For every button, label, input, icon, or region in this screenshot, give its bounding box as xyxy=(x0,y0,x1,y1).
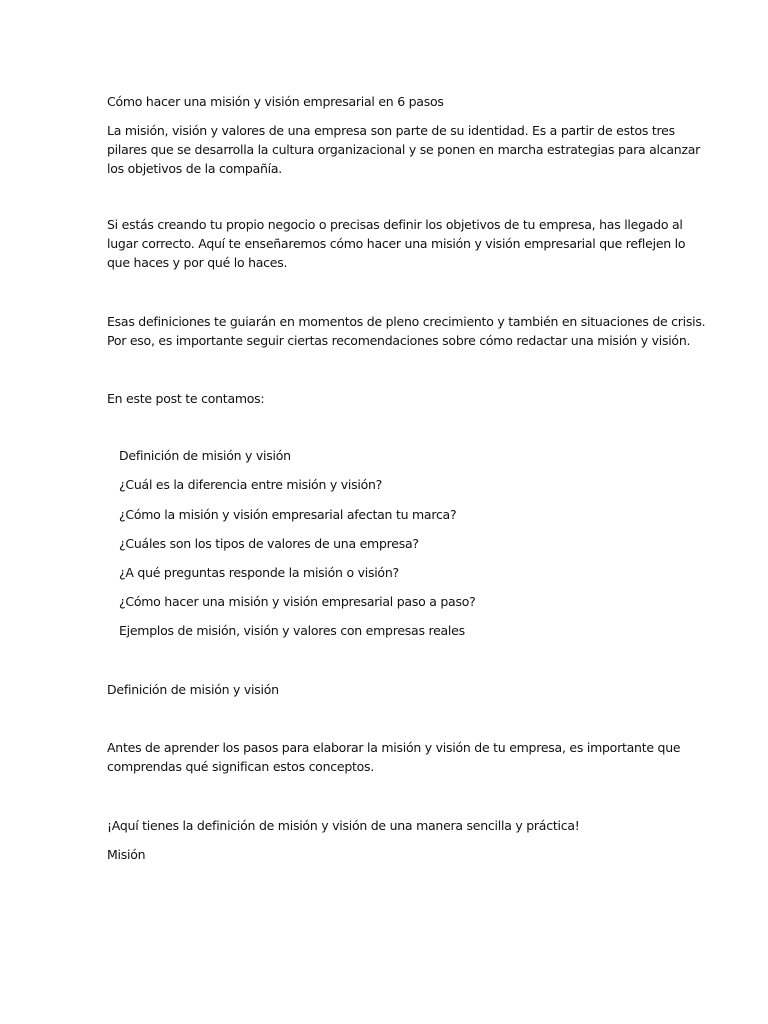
paragraph4-line-2: comprendas qué significan estos conceptos. xyxy=(107,759,375,774)
paragraph3-line-2: Por eso, es importante seguir ciertas recomendaciones sobre cómo redactar una misión y visión. xyxy=(107,333,691,348)
toc-item: Ejemplos de misión, visión y valores con empresas reales xyxy=(119,623,465,638)
paragraph2-line-3: que haces y por qué lo haces. xyxy=(107,255,288,270)
paragraph2-line-1: Si estás creando tu propio negocio o precisas definir los objetivos de tu empresa, has llegado al xyxy=(107,217,683,232)
intro-line-2: pilares que se desarrolla la cultura organizacional y se ponen en marcha estrategias para alcanzar xyxy=(107,142,701,157)
paragraph2-line-2: lugar correcto. Aquí te enseñaremos cómo hacer una misión y visión empresarial que reflejen lo xyxy=(107,236,686,251)
toc-item: ¿A qué preguntas responde la misión o visión? xyxy=(119,565,399,580)
section-heading: Definición de misión y visión xyxy=(107,682,279,697)
paragraph3-line-1: Esas definiciones te guiarán en momentos de pleno crecimiento y también en situaciones de crisis. xyxy=(107,314,706,329)
intro-line-1: La misión, visión y valores de una empresa son parte de su identidad. Es a partir de estos tres xyxy=(107,123,675,138)
paragraph4-line-1: Antes de aprender los pasos para elaborar la misión y visión de tu empresa, es importante que xyxy=(107,740,681,755)
toc-item: ¿Cuál es la diferencia entre misión y visión? xyxy=(119,477,383,492)
toc-item: Definición de misión y visión xyxy=(119,448,291,463)
paragraph5: ¡Aquí tienes la definición de misión y visión de una manera sencilla y práctica! xyxy=(107,818,580,833)
toc-item: ¿Cómo hacer una misión y visión empresarial paso a paso? xyxy=(119,594,476,609)
subheading-mision: Misión xyxy=(107,847,146,862)
toc-heading: En este post te contamos: xyxy=(107,391,265,406)
toc-item: ¿Cuáles son los tipos de valores de una empresa? xyxy=(119,536,419,551)
document-title: Cómo hacer una misión y visión empresarial en 6 pasos xyxy=(107,94,444,109)
intro-line-3: los objetivos de la compañía. xyxy=(107,161,283,176)
toc-item: ¿Cómo la misión y visión empresarial afectan tu marca? xyxy=(119,507,457,522)
